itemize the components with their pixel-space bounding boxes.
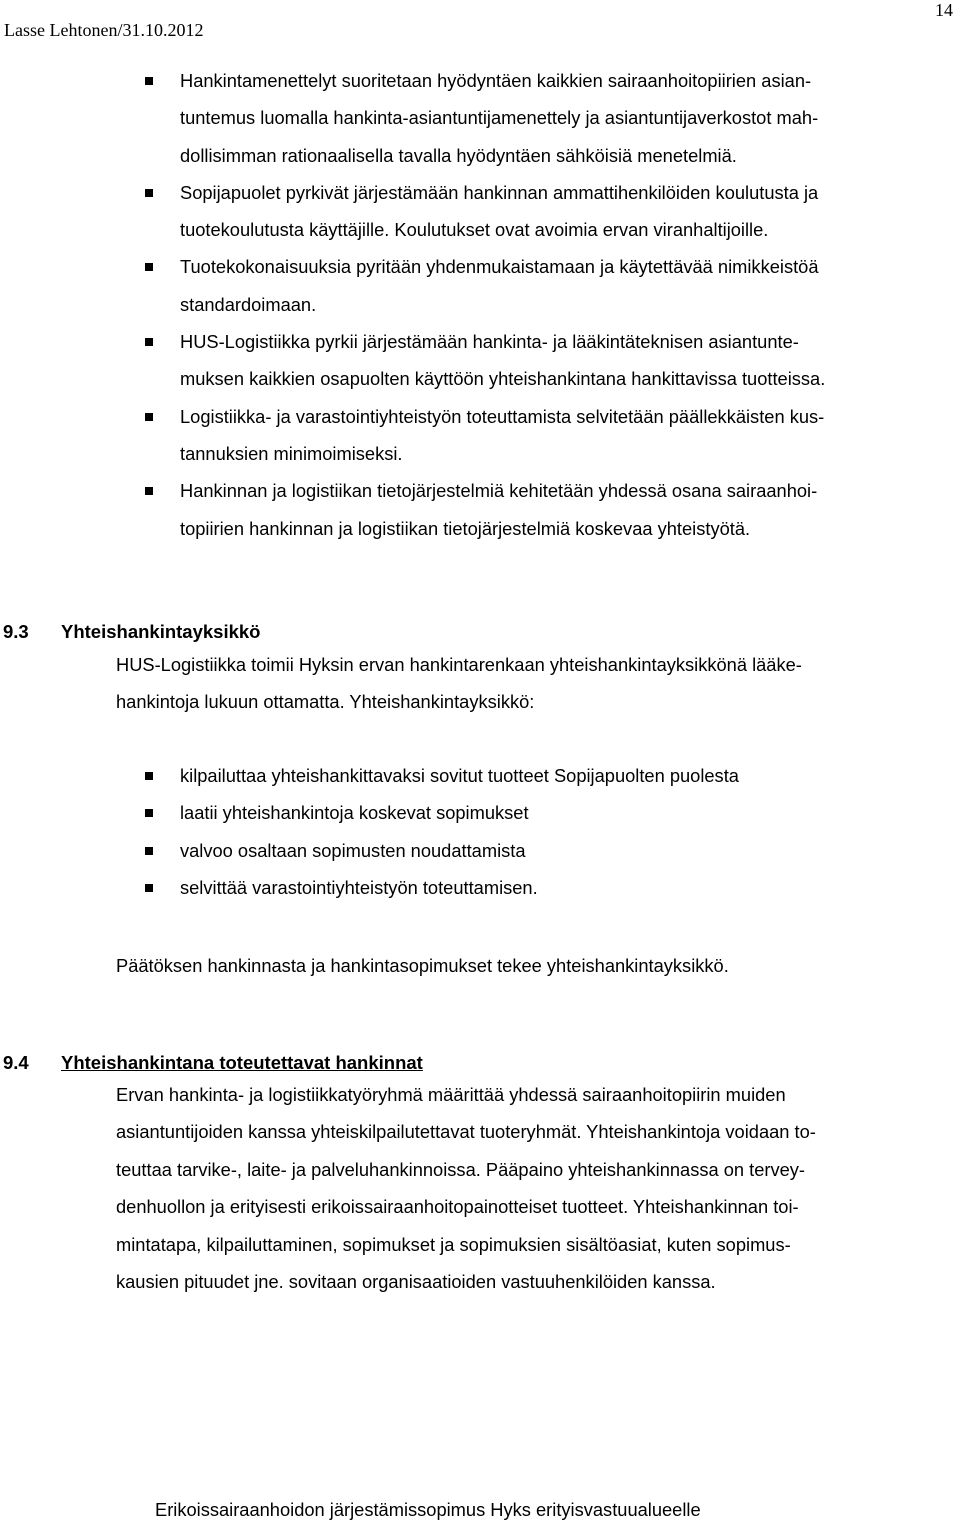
list-item (145, 832, 955, 869)
list-item-line: Hankinnan ja logistiikan tietojärjestelmiä kehitetään yhdessä osana sairaanhoi- (180, 480, 818, 502)
paragraph-line: denhuollon ja erityisesti erikoissairaanhoitopainotteiset tuotteet. Yhteishankinnan toi- (116, 1196, 799, 1218)
list-item-line: laatii yhteishankintoja koskevat sopimukset (180, 802, 529, 824)
list-item-line: HUS-Logistiikka pyrkii järjestämään hankinta- ja lääkintäteknisen asiantunte- (180, 331, 799, 353)
bullet-square-icon (145, 809, 153, 817)
list-item-line: muksen kaikkien osapuolten käyttöön yhteishankintana hankittavissa tuotteissa. (180, 368, 826, 390)
bullet-square-icon (145, 77, 153, 85)
bullet-square-icon (145, 487, 153, 495)
list-item (145, 398, 955, 473)
list-item (145, 757, 955, 794)
list-item-line: dollisimman rationaalisella tavalla hyödyntäen sähköisiä menetelmiä. (180, 144, 737, 166)
list-item-line: selvittää varastointiyhteistyön toteuttamisen. (180, 876, 538, 898)
section-heading-9-3 (3, 621, 260, 643)
header-author-date: Lasse Lehtonen/31.10.2012 (4, 20, 204, 40)
section-9-4-body (116, 1076, 956, 1300)
section-number: 9.4 (3, 1052, 29, 1073)
list-item-line: tannuksien minimoimiseksi. (180, 442, 403, 464)
section-heading-9-4 (3, 1052, 423, 1074)
list-item-line: Hankintamenettelyt suoritetaan hyödyntäen kaikkien sairaanhoitopiirien asian- (180, 70, 812, 91)
section-9-3-closing: Päätöksen hankinnasta ja hankintasopimukset tekee yhteishankintayksikkö. (116, 955, 729, 976)
section-9-3-intro (116, 646, 956, 721)
list-item-line: Sopijapuolet pyrkivät järjestämään hankinnan ammattihenkilöiden koulutusta ja (180, 181, 819, 203)
list-item (145, 323, 955, 398)
section-title: Yhteishankintana toteutettavat hankinnat (61, 1052, 423, 1073)
list-item-line: kilpailuttaa yhteishankittavaksi sovitut tuotteet Sopijapuolten puolesta (180, 765, 739, 786)
list-item-line: tuntemus luomalla hankinta-asiantuntijamenettely ja asiantuntijaverkostot mah- (180, 107, 819, 129)
top-bullet-list (145, 62, 955, 547)
paragraph-line: kausien pituudet jne. sovitaan organisaatioiden vastuuhenkilöiden kanssa. (116, 1271, 716, 1293)
list-item (145, 472, 955, 547)
bullet-square-icon (145, 772, 153, 780)
list-item-line: Logistiikka- ja varastointiyhteistyön toteuttamista selvitetään päällekkäisten kus- (180, 405, 825, 427)
section-9-3-bullet-list (145, 757, 955, 906)
paragraph-line: teuttaa tarvike-, laite- ja palveluhankinnoissa. Pääpaino yhteishankinnassa on tervey- (116, 1158, 806, 1180)
paragraph-line: Ervan hankinta- ja logistiikkatyöryhmä määrittää yhdessä sairaanhoitopiirin muiden (116, 1084, 786, 1105)
paragraph-line: mintatapa, kilpailuttaminen, sopimukset ja sopimuksien sisältöasiat, kuten sopimus- (116, 1233, 791, 1255)
page-footer: Erikoissairaanhoidon järjestämissopimus Hyks erityisvastuualueelle (155, 1499, 701, 1520)
section-title: Yhteishankintayksikkö (61, 621, 261, 642)
list-item (145, 248, 955, 323)
section-number: 9.3 (3, 621, 29, 642)
list-item (145, 869, 955, 906)
list-item-line: topiirien hankinnan ja logistiikan tietojärjestelmiä koskevaa yhteistyötä. (180, 517, 751, 539)
list-item (145, 174, 955, 249)
paragraph-line: asiantuntijoiden kanssa yhteiskilpailutettavat tuoteryhmät. Yhteishankintoja voidaan to- (116, 1121, 816, 1143)
paragraph-line: HUS-Logistiikka toimii Hyksin ervan hankintarenkaan yhteishankintayksikkönä lääke- (116, 654, 802, 675)
list-item-line: tuotekoulutusta käyttäjille. Koulutukset ovat avoimia ervan viranhaltijoille. (180, 219, 769, 241)
list-item (145, 794, 955, 831)
list-item (145, 62, 955, 174)
page-number: 14 (935, 0, 953, 20)
bullet-square-icon (145, 884, 153, 892)
list-item-line: Tuotekokonaisuuksia pyritään yhdenmukaistamaan ja käytettävää nimikkeistöä (180, 256, 819, 278)
bullet-square-icon (145, 263, 153, 271)
list-item-line: standardoimaan. (180, 293, 317, 315)
bullet-square-icon (145, 338, 153, 346)
bullet-square-icon (145, 847, 153, 855)
list-item-line: valvoo osaltaan sopimusten noudattamista (180, 839, 526, 861)
bullet-square-icon (145, 189, 153, 197)
bullet-square-icon (145, 413, 153, 421)
paragraph-line: hankintoja lukuun ottamatta. Yhteishankintayksikkö: (116, 691, 535, 713)
